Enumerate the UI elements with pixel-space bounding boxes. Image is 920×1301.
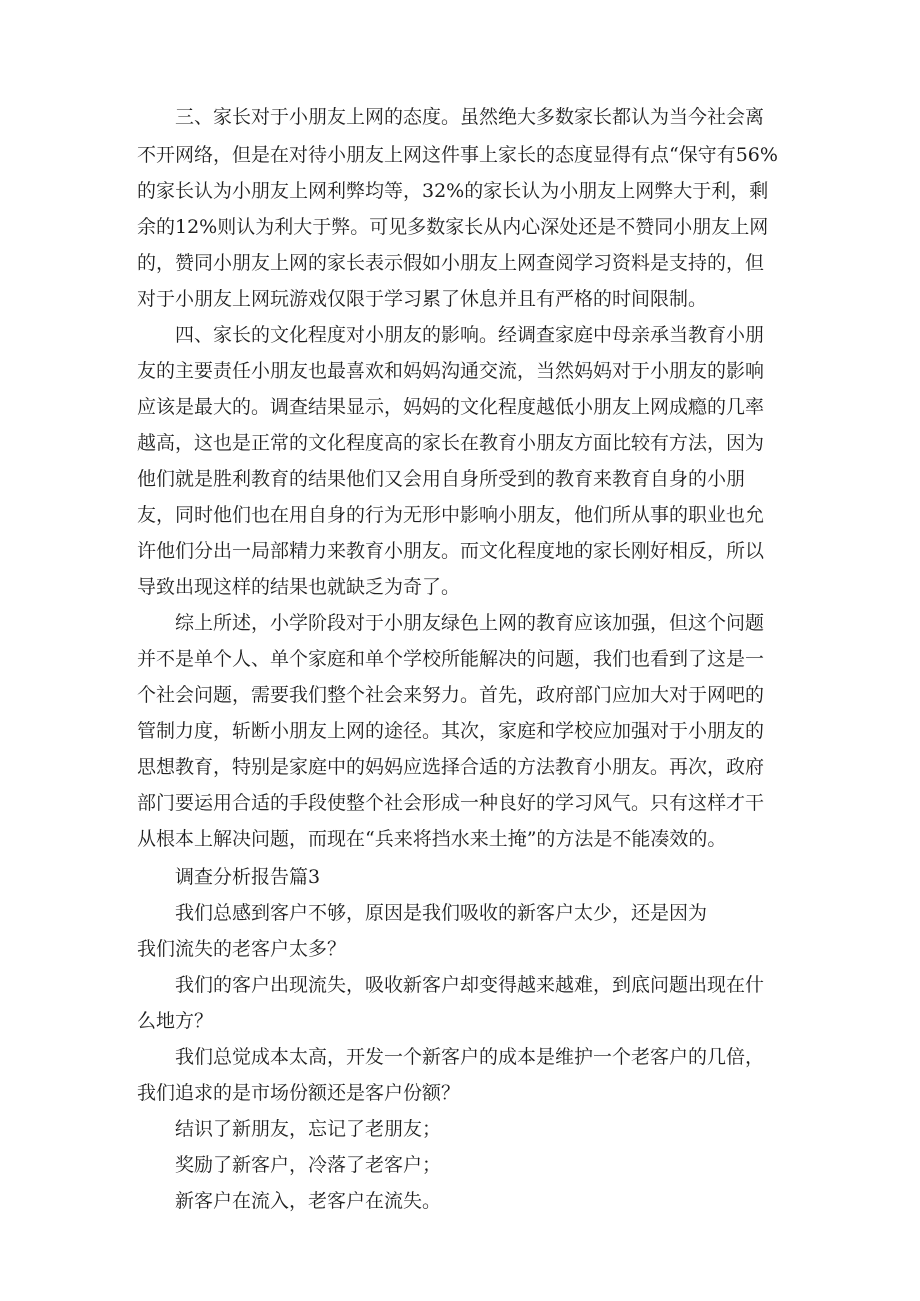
text-line: 从根本上解决问题，而现在“兵来将挡水来土掩”的方法是不能凑效的。: [137, 828, 727, 850]
text-line: 个社会问题，需要我们整个社会来努力。首先，政府部门应加大对于网吧的: [137, 684, 765, 706]
text-line: 应该是最大的。调查结果显示，妈妈的文化程度越低小朋友上网成瘾的几率: [137, 396, 765, 418]
text-line: 的家长认为小朋友上网利弊均等，32%的家长认为小朋友上网弊大于利，剩: [137, 180, 769, 202]
text-line: 越高，这也是正常的文化程度高的家长在教育小朋友方面比较有方法，因为: [137, 432, 765, 454]
text-line: 我们的客户出现流失，吸收新客户却变得越来越难，到底问题出现在什: [175, 974, 765, 996]
text-line: 综上所述，小学阶段对于小朋友绿色上网的教育应该加强，但这个问题: [175, 612, 765, 634]
text-line: 么地方？: [137, 1010, 214, 1032]
text-line: 不开网络，但是在对待小朋友上网这件事上家长的态度显得有点“保守有56%: [137, 144, 778, 166]
text-line: 友的主要责任小朋友也最喜欢和妈妈沟通交流，当然妈妈对于小朋友的影响: [137, 360, 765, 382]
text-line: 管制力度，斩断小朋友上网的途径。其次，家庭和学校应加强对于小朋友的: [137, 720, 765, 742]
text-line: 结识了新朋友，忘记了老朋友；: [175, 1118, 442, 1140]
text-line: 他们就是胜利教育的结果他们又会用自身所受到的教育来教育自身的小朋: [137, 468, 746, 490]
text-line: 对于小朋友上网玩游戏仅限于学习累了休息并且有严格的时间限制。: [137, 288, 708, 310]
text-line: 友，同时他们也在用自身的行为无形中影响小朋友，他们所从事的职业也允: [137, 504, 765, 526]
section-heading: 调查分析报告篇3: [175, 866, 321, 888]
text-line: 三、家长对于小朋友上网的态度。虽然绝大多数家长都认为当今社会离: [175, 106, 765, 128]
text-line: 导致出现这样的结果也就缺乏为奇了。: [137, 576, 461, 598]
text-line: 四、家长的文化程度对小朋友的影响。经调查家庭中母亲承当教育小朋: [175, 324, 765, 346]
text-line: 部门要运用合适的手段使整个社会形成一种良好的学习风气。只有这样才干: [137, 792, 765, 814]
text-line: 我们流失的老客户太多？: [137, 938, 347, 960]
text-line: 新客户在流入，老客户在流失。: [175, 1190, 442, 1212]
text-line: 我们总感到客户不够，原因是我们吸收的新客户太少，还是因为: [175, 902, 708, 924]
text-line: 余的12%则认为利大于弊。可见多数家长从内心深处还是不赞同小朋友上网: [137, 216, 769, 238]
text-line: 我们总觉成本太高，开发一个新客户的成本是维护一个老客户的几倍，: [175, 1046, 765, 1068]
text-line: 我们追求的是市场份额还是客户份额？: [137, 1082, 461, 1104]
text-line: 并不是单个人、单个家庭和单个学校所能解决的问题，我们也看到了这是一: [137, 648, 765, 670]
text-line: 的，赞同小朋友上网的家长表示假如小朋友上网查阅学习资料是支持的，但: [137, 252, 765, 274]
text-line: 思想教育，特别是家庭中的妈妈应选择合适的方法教育小朋友。再次，政府: [137, 756, 765, 778]
text-line: 奖励了新客户，冷落了老客户；: [175, 1154, 442, 1176]
text-line: 许他们分出一局部精力来教育小朋友。而文化程度地的家长刚好相反，所以: [137, 540, 765, 562]
